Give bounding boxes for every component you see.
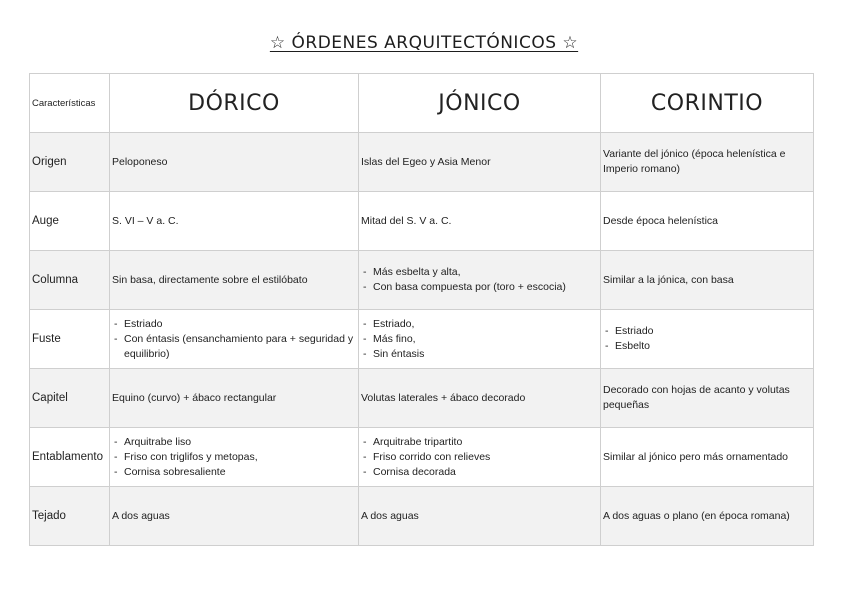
table-row: [30, 251, 814, 310]
row-label: Columna: [30, 251, 110, 310]
cell-corintio: [601, 428, 814, 487]
bullet-item: - Estriado: [112, 317, 356, 332]
cell-jonico: [359, 369, 601, 428]
cell-dorico: [110, 310, 359, 369]
cell-corintio: [601, 310, 814, 369]
bullet-item: - Friso corrido con relieves: [361, 450, 598, 465]
row-label: Entablamento: [30, 428, 110, 487]
cell-text: Peloponeso: [112, 155, 168, 168]
cell-text: A dos aguas o plano (en época romana): [603, 509, 790, 522]
bullet-item: - Con éntasis (ensanchamiento para + seguridad y equilibrio): [112, 332, 356, 362]
table-row: [30, 428, 814, 487]
table-row: [30, 369, 814, 428]
bullet-item: - Estriado: [603, 324, 811, 339]
column-header-corintio: CORINTIO: [601, 74, 814, 133]
cell-jonico: [359, 428, 601, 487]
bullet-item: - Con basa compuesta por (toro + escocia): [361, 280, 598, 295]
cell-dorico: [110, 369, 359, 428]
corner-header: Características: [30, 74, 110, 133]
cell-dorico: [110, 133, 359, 192]
cell-jonico: [359, 487, 601, 546]
cell-jonico: [359, 133, 601, 192]
table-row: [30, 192, 814, 251]
bullet-item: - Esbelto: [603, 339, 811, 354]
cell-text: Islas del Egeo y Asia Menor: [361, 155, 491, 168]
cell-corintio: [601, 192, 814, 251]
cell-text: Variante del jónico (época helenística e Imperio romano): [603, 148, 786, 175]
bullet-item: - Estriado,: [361, 317, 598, 332]
cell-text: Desde época helenística: [603, 214, 718, 227]
cell-text: Similar al jónico pero más ornamentado: [603, 450, 789, 463]
cell-text: A dos aguas: [361, 509, 419, 522]
column-header-jonico: JÓNICO: [359, 74, 601, 133]
bullet-list: [112, 435, 356, 480]
cell-text: Volutas laterales + ábaco decorado: [361, 391, 526, 404]
cell-text: Mitad del S. V a. C.: [361, 214, 452, 227]
cell-text: S. VI – V a. C.: [112, 214, 179, 227]
cell-corintio: [601, 251, 814, 310]
bullet-item: - Friso con triglifos y metopas,: [112, 450, 356, 465]
column-header-dorico: DÓRICO: [110, 74, 359, 133]
bullet-item: - Cornisa sobresaliente: [112, 465, 356, 480]
bullet-list: [112, 317, 356, 362]
table-header-row: [30, 74, 814, 133]
cell-jonico: [359, 310, 601, 369]
cell-dorico: [110, 192, 359, 251]
bullet-item: - Más esbelta y alta,: [361, 265, 598, 280]
bullet-list: [361, 317, 598, 362]
cell-dorico: [110, 487, 359, 546]
orders-table: [29, 73, 814, 546]
page-title: ☆ ÓRDENES ARQUITECTÓNICOS ☆: [269, 33, 579, 53]
cell-text: A dos aguas: [112, 509, 170, 522]
bullet-item: - Más fino,: [361, 332, 598, 347]
cell-dorico: [110, 251, 359, 310]
bullet-item: - Sin éntasis: [361, 347, 598, 362]
cell-text: Similar a la jónica, con basa: [603, 273, 734, 286]
cell-jonico: [359, 192, 601, 251]
cell-corintio: [601, 369, 814, 428]
table-row: [30, 133, 814, 192]
bullet-item: - Arquitrabe tripartito: [361, 435, 598, 450]
table-row: [30, 487, 814, 546]
cell-jonico: [359, 251, 601, 310]
row-label: Tejado: [30, 487, 110, 546]
bullet-list: [361, 265, 598, 295]
cell-corintio: [601, 487, 814, 546]
bullet-item: - Cornisa decorada: [361, 465, 598, 480]
table-row: [30, 310, 814, 369]
bullet-list: [603, 324, 811, 354]
cell-text: Equino (curvo) + ábaco rectangular: [112, 391, 277, 404]
row-label: Auge: [30, 192, 110, 251]
bullet-item: - Arquitrabe liso: [112, 435, 356, 450]
row-label: Origen: [30, 133, 110, 192]
row-label: Capitel: [30, 369, 110, 428]
cell-text: Decorado con hojas de acanto y volutas pequeñas: [603, 384, 790, 411]
cell-dorico: [110, 428, 359, 487]
cell-text: Sin basa, directamente sobre el estilóbato: [112, 273, 308, 286]
row-label: Fuste: [30, 310, 110, 369]
bullet-list: [361, 435, 598, 480]
cell-corintio: [601, 133, 814, 192]
